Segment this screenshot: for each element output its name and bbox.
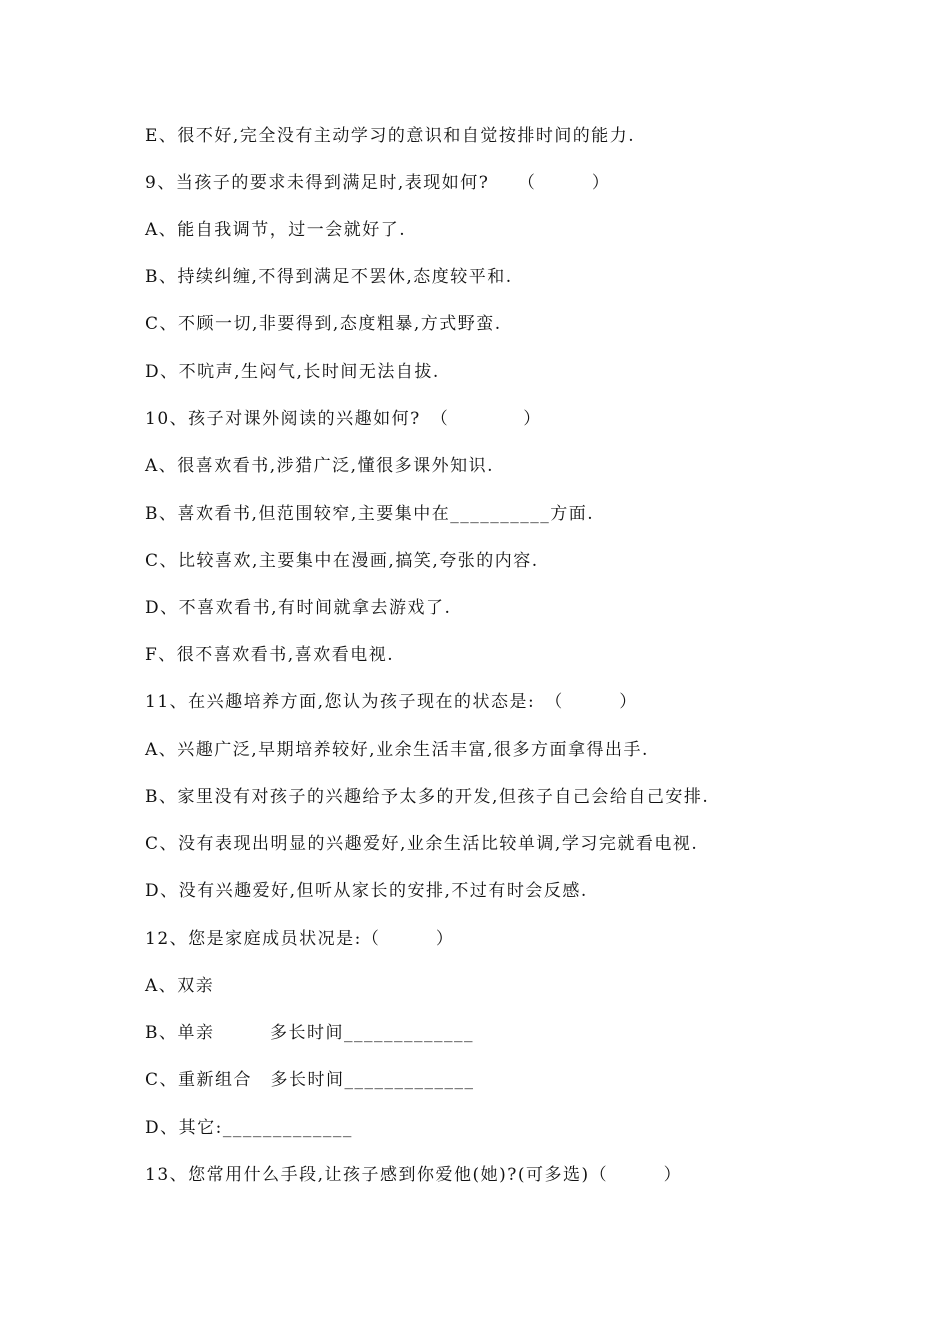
option-9d: D、不吭声,生闷气,长时间无法自拔. — [145, 362, 440, 382]
option-10d: D、不喜欢看书,有时间就拿去游戏了. — [145, 598, 452, 618]
question-11: 11、在兴趣培养方面,您认为孩子现在的状态是: （ ） — [145, 692, 638, 712]
option-11c: C、没有表现出明显的兴趣爱好,业余生活比较单调,学习完就看电视. — [145, 834, 699, 854]
option-12c: C、重新组合 多长时间_____________ — [145, 1070, 475, 1090]
question-13: 13、您常用什么手段,让孩子感到你爱他(她)?(可多选)（ ） — [145, 1165, 683, 1185]
option-10c: C、比较喜欢,主要集中在漫画,搞笑,夸张的内容. — [145, 551, 539, 571]
option-12b: B、单亲 多长时间_____________ — [145, 1023, 474, 1043]
option-12d: D、其它:_____________ — [145, 1118, 353, 1138]
option-10b: B、喜欢看书,但范围较窄,主要集中在__________方面. — [145, 504, 595, 524]
option-11d: D、没有兴趣爱好,但听从家长的安排,不过有时会反感. — [145, 881, 588, 901]
option-12a: A、双亲 — [145, 976, 215, 996]
option-11a: A、兴趣广泛,早期培养较好,业余生活丰富,很多方面拿得出手. — [145, 740, 649, 760]
option-9c: C、不顾一切,非要得到,态度粗暴,方式野蛮. — [145, 314, 502, 334]
option-8e: E、很不好,完全没有主动学习的意识和自觉按排时间的能力. — [145, 126, 636, 146]
option-10f: F、很不喜欢看书,喜欢看电视. — [145, 645, 395, 665]
question-12: 12、您是家庭成员状况是:（ ） — [145, 929, 455, 949]
question-9: 9、当孩子的要求未得到满足时,表现如何? （ ） — [145, 173, 611, 193]
option-10a: A、很喜欢看书,涉猎广泛,懂很多课外知识. — [145, 456, 494, 476]
option-9a: A、能自我调节，过一会就好了. — [145, 220, 407, 240]
question-10: 10、孩子对课外阅读的兴趣如何? （ ） — [145, 409, 542, 429]
option-9b: B、持续纠缠,不得到满足不罢休,态度较平和. — [145, 267, 513, 287]
option-11b: B、家里没有对孩子的兴趣给予太多的开发,但孩子自己会给自己安排. — [145, 787, 710, 807]
